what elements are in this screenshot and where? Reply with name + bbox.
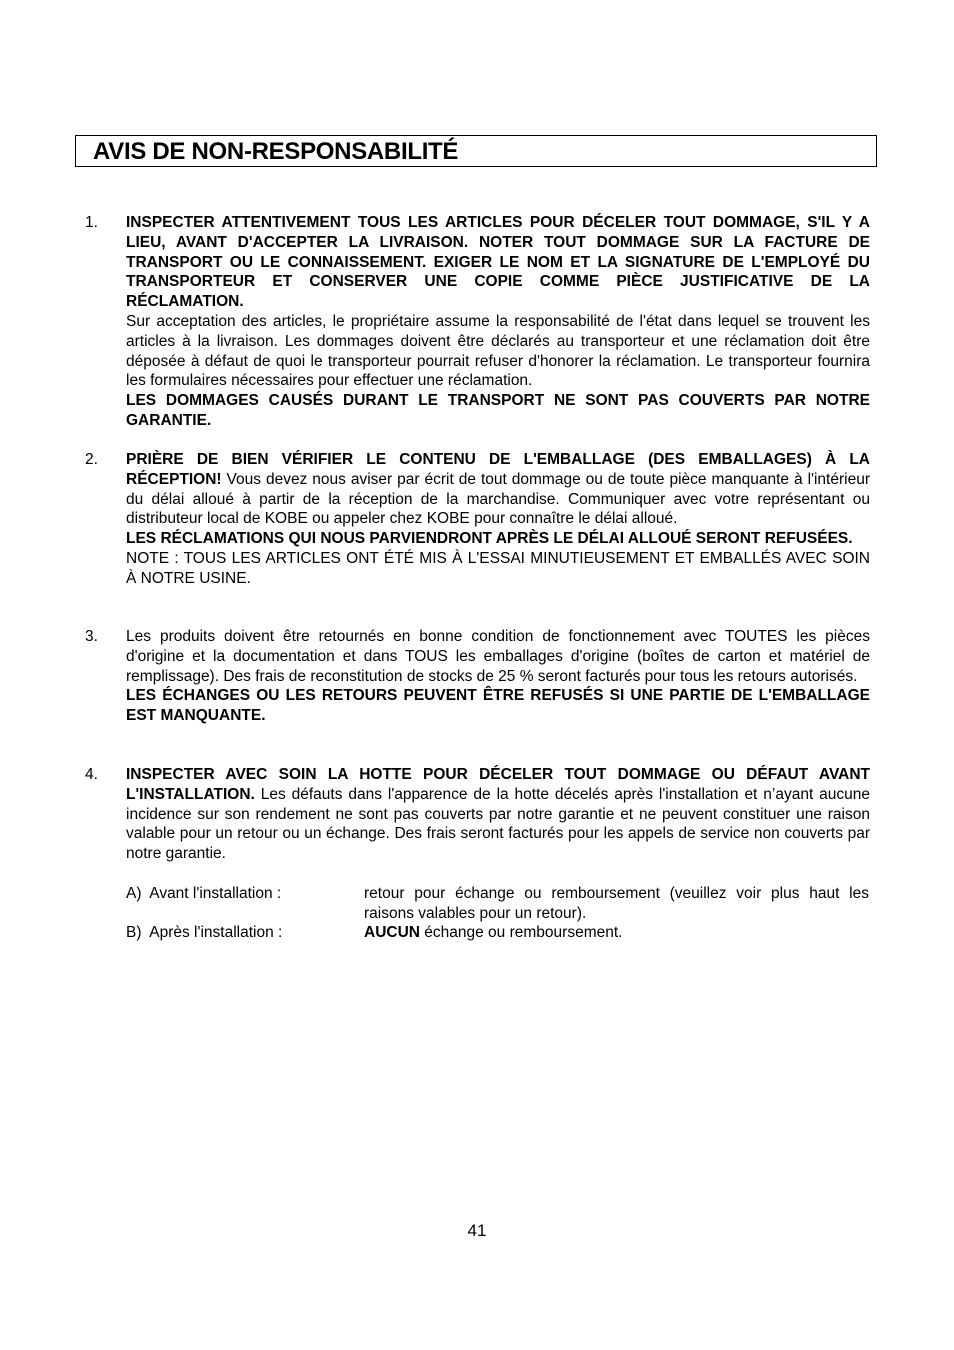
item-3-text: Les produits doivent être retournés en bonne condition de fonctionnement avec TOUTES les pièces d'origine et la documentation et dans TOUS les emballages d'origine (boîtes de carton et matériel de remplissage). Des frais de reconstitution de stocks de 25 % seront facturés pour tous les retours autorisés. bbox=[126, 628, 870, 685]
item-1-text: Sur acceptation des articles, le propriétaire assume la responsabilité de l'état dans lequel se trouvent les articles à la livraison. Les dommages doivent être déclarés au transporteur et une réclamation doit être déposée à défaut de quoi le transporteur pourrait refuser d'honorer la réclamation. Le transporteur fournira les formulaires nécessaires pour effectuer une réclamation. bbox=[126, 312, 870, 390]
item-3-notice: LES ÉCHANGES OU LES RETOURS PEUVENT ÊTRE REFUSÉS SI UNE PARTIE DE L'EMBALLAGE EST MANQUANTE. bbox=[126, 687, 870, 725]
item-number: 1. bbox=[85, 214, 98, 231]
item-2-paragraph bbox=[126, 450, 870, 529]
item-4-paragraph bbox=[126, 765, 870, 864]
item-1-warning: INSPECTER ATTENTIVEMENT TOUS LES ARTICLES POUR DÉCELER TOUT DOMMAGE, S'IL Y A LIEU, AVANT D'ACCEPTER LA LIVRAISON. NOTER TOUT DOMMAGE SUR LA FACTURE DE TRANSPORT OU LE CONNAISSEMENT. EXIGER LE NOM ET LA SIGNATURE DE L'EMPLOYÉ DU TRANSPORTEUR ET CONSERVER UNE COPIE COMME PIÈCE JUSTIFICATIVE DE LA RÉCLAMATION. bbox=[126, 214, 870, 311]
item-number: 3. bbox=[85, 628, 98, 645]
item-number: 2. bbox=[85, 451, 98, 468]
item-4-text: Les défauts dans l'apparence de la hotte décelés après l'installation et n’ayant aucune incidence sur son rendement ne sont pas couverts par notre garantie et ne peuvent constituer une raison valable pour un retour ou un échange. Des frais seront facturés pour les appels de service non couverts par notre garantie. bbox=[126, 785, 870, 863]
page-title: AVIS DE NON-RESPONSABILITÉ bbox=[93, 138, 459, 165]
item-4-warning: INSPECTER AVEC SOIN LA HOTTE POUR DÉCELER TOUT DOMMAGE OU DÉFAUT AVANT L'INSTALLATION. bbox=[126, 766, 870, 803]
item-2-warning: PRIÈRE DE BIEN VÉRIFIER LE CONTENU DE L'EMBALLAGE (DES EMBALLAGES) À LA RÉCEPTION! bbox=[126, 451, 870, 488]
option-a-label: A) Avant l'installation : bbox=[126, 885, 282, 902]
option-a-text: retour pour échange ou remboursement (veuillez voir plus haut les raisons valables pour un retour). bbox=[364, 885, 869, 922]
item-2-text: Vous devez nous aviser par écrit de tout dommage ou de toute pièce manquante à l'intérieur du délai alloué à partir de la réception de la marchandise. Communiquer avec votre représentant ou distributeur local de KOBE ou appeler chez KOBE pour connaître le délai alloué. bbox=[126, 470, 870, 528]
option-b-label: B) Après l'installation : bbox=[126, 924, 283, 941]
item-2-notice: LES RÉCLAMATIONS QUI NOUS PARVIENDRONT APRÈS LE DÉLAI ALLOUÉ SERONT REFUSÉES. bbox=[126, 530, 853, 548]
page-number: 41 bbox=[467, 1221, 487, 1240]
option-b-text: AUCUN échange ou remboursement. bbox=[364, 924, 623, 941]
item-1-notice: LES DOMMAGES CAUSÉS DURANT LE TRANSPORT NE SONT PAS COUVERTS PAR NOTRE GARANTIE. bbox=[126, 392, 870, 429]
item-number: 4. bbox=[85, 766, 98, 783]
title-box bbox=[75, 135, 877, 167]
item-2-note: NOTE : TOUS LES ARTICLES ONT ÉTÉ MIS À L'ESSAI MINUTIEUSEMENT ET EMBALLÉS AVEC SOIN À NOTRE USINE. bbox=[126, 549, 870, 587]
